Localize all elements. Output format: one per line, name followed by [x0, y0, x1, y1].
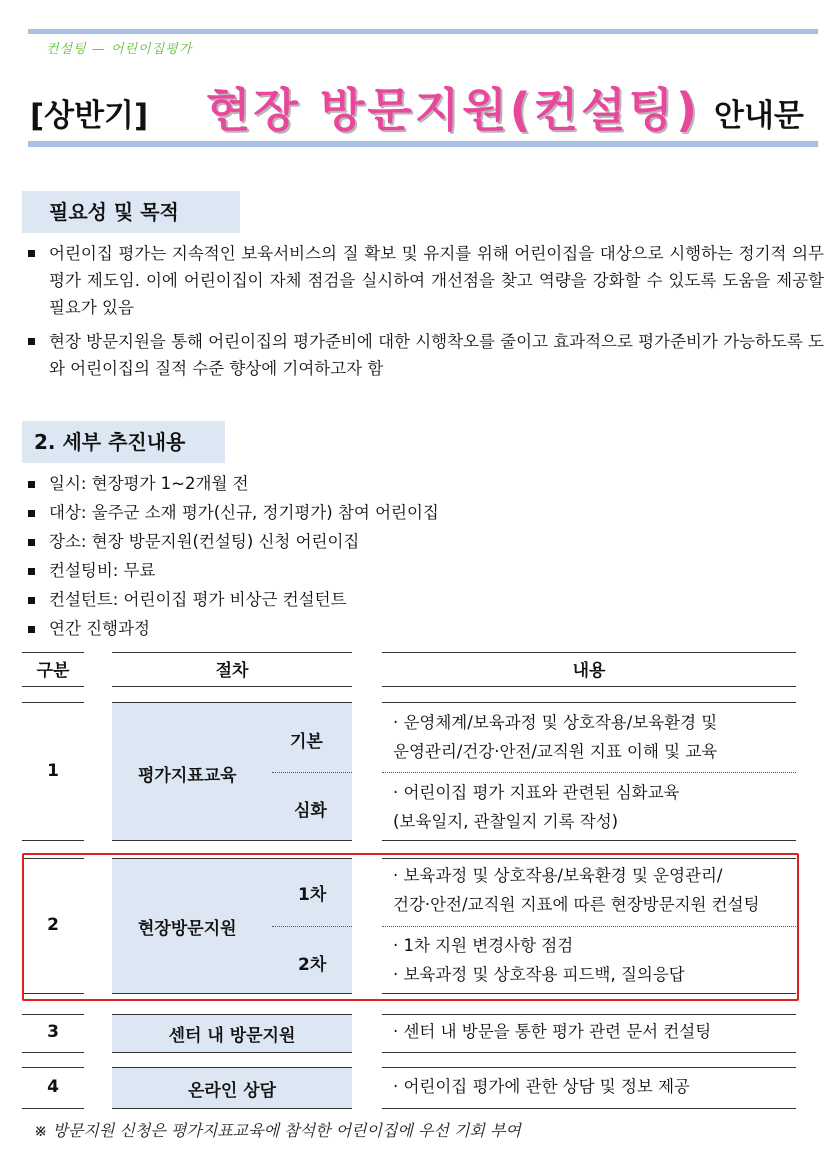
table-rule	[22, 840, 84, 841]
table-rule	[382, 702, 796, 703]
table-row-content: · 보육과정 및 상호작용 피드백, 질의응답	[393, 965, 685, 984]
footnote: ※ 방문지원 신청은 평가지표교육에 참석한 어린이집에 우선 기회 부여	[34, 1121, 521, 1140]
table-header-content: 내용	[572, 661, 606, 681]
page-title	[28, 70, 818, 140]
list-item-text: 어린이집 평가는 지속적인 보육서비스의 질 확보 및 유지를 위해 어린이집을 대상으로 시행하는 정기적 의무평가 제도임. 이에 어린이집이 자체 점검을 실시하여 개선점을 찾고 역량을 강화할 수 있도록 도움을 제공할 필요가 있음	[49, 244, 824, 317]
table-rule	[382, 1014, 796, 1015]
bullet-square	[28, 539, 35, 546]
table-row-sublabel: 2차	[298, 955, 327, 975]
table-rule	[382, 652, 796, 653]
table-rule	[382, 840, 796, 841]
table-rule	[382, 1067, 796, 1068]
table-rule	[112, 652, 352, 653]
list-item	[28, 530, 359, 554]
table-row-number: 4	[47, 1077, 59, 1097]
table-row-content: · 보육과정 및 상호작용/보육환경 및 운영관리/	[393, 866, 723, 885]
bullet-square	[28, 481, 35, 488]
bullet-square	[28, 250, 35, 257]
table-row-content: (보육일지, 관찰일지 기록 작성)	[393, 812, 619, 831]
list-item	[28, 472, 249, 496]
list-item-text: 대상: 울주군 소재 평가(신규, 정기평가) 참여 어린이집	[49, 503, 439, 522]
table-rule	[112, 686, 352, 687]
table-rule	[22, 1108, 84, 1109]
table-row-number: 1	[47, 761, 59, 781]
bullet-square	[28, 338, 35, 345]
table-rule	[112, 1108, 352, 1109]
table-row-procedure: 센터 내 방문지원	[168, 1026, 296, 1046]
list-item	[28, 559, 155, 583]
table-rule	[22, 1067, 84, 1068]
table-rule	[22, 702, 84, 703]
section-heading-details: 2. 세부 추진내용	[22, 421, 225, 463]
header-bottom-rule	[28, 141, 818, 147]
table-row-procedure: 현장방문지원	[138, 919, 237, 939]
table-rule	[22, 652, 84, 653]
table-rule	[382, 1052, 796, 1053]
list-item-text: 장소: 현장 방문지원(컨설팅) 신청 어린이집	[49, 532, 360, 551]
table-divider	[272, 772, 352, 773]
table-row-sublabel: 심화	[294, 801, 327, 821]
table-rule	[112, 1052, 352, 1053]
table-divider	[382, 772, 796, 773]
table-row-content: 운영관리/건강·안전/교직원 지표 이해 및 교육	[393, 742, 718, 761]
table-row-procedure: 평가지표교육	[138, 766, 237, 786]
list-item	[28, 328, 824, 382]
table-header-procedure: 절차	[215, 661, 249, 681]
section-heading-purpose: 필요성 및 목적	[22, 191, 240, 233]
table-row-number: 2	[47, 915, 59, 935]
table-row-content: · 어린이집 평가에 관한 상담 및 정보 제공	[393, 1077, 690, 1096]
table-row-content: · 센터 내 방문을 통한 평가 관련 문서 컨설팅	[393, 1022, 712, 1041]
title-suffix: 안내문	[714, 98, 804, 134]
table-rule	[382, 686, 796, 687]
list-item	[28, 588, 347, 612]
bullet-square	[28, 568, 35, 575]
header-top-rule	[28, 29, 818, 34]
table-rule	[22, 1014, 84, 1015]
table-rule	[22, 686, 84, 687]
title-prefix: [상반기]	[30, 98, 149, 134]
list-item	[28, 617, 150, 641]
table-rule	[112, 1014, 352, 1015]
list-item	[28, 501, 439, 525]
table-rule	[22, 1052, 84, 1053]
table-row-content: · 1차 지원 변경사항 점검	[393, 936, 574, 955]
list-item-text: 컨설팅비: 무료	[49, 561, 156, 580]
table-rule	[112, 1067, 352, 1068]
table-row-sublabel: 기본	[290, 732, 323, 752]
table-rule	[112, 702, 352, 703]
table-row-procedure: 온라인 상담	[187, 1081, 277, 1101]
title-main: 현장 방문지원(컨설팅)	[206, 83, 700, 137]
table-row-sublabel: 1차	[298, 885, 327, 905]
table-row-content: 건강·안전/교직원 지표에 따른 현장방문지원 컨설팅	[393, 895, 760, 914]
table-row-content: · 어린이집 평가 지표와 관련된 심화교육	[393, 783, 680, 802]
list-item-text: 연간 진행과정	[49, 619, 150, 638]
bullet-square	[28, 597, 35, 604]
table-row-number: 3	[47, 1022, 59, 1042]
list-item-text: 현장 방문지원을 통해 어린이집의 평가준비에 대한 시행착오를 줄이고 효과적으로 평가준비가 가능하도록 도와 어린이집의 질적 수준 향상에 기여하고자 함	[49, 332, 824, 378]
bullet-square	[28, 626, 35, 633]
table-rule	[112, 840, 352, 841]
list-item	[28, 240, 824, 321]
highlight-box	[22, 853, 799, 1001]
table-row-content: · 운영체계/보육과정 및 상호작용/보육환경 및	[393, 713, 718, 732]
table-header-category: 구분	[36, 661, 70, 681]
list-item-text: 일시: 현장평가 1~2개월 전	[49, 474, 249, 493]
list-item-text: 컨설턴트: 어린이집 평가 비상근 컨설턴트	[49, 590, 347, 609]
bullet-square	[28, 510, 35, 517]
table-rule	[382, 1108, 796, 1109]
header-tagline: 컨설팅 — 어린이집평가	[46, 42, 193, 57]
